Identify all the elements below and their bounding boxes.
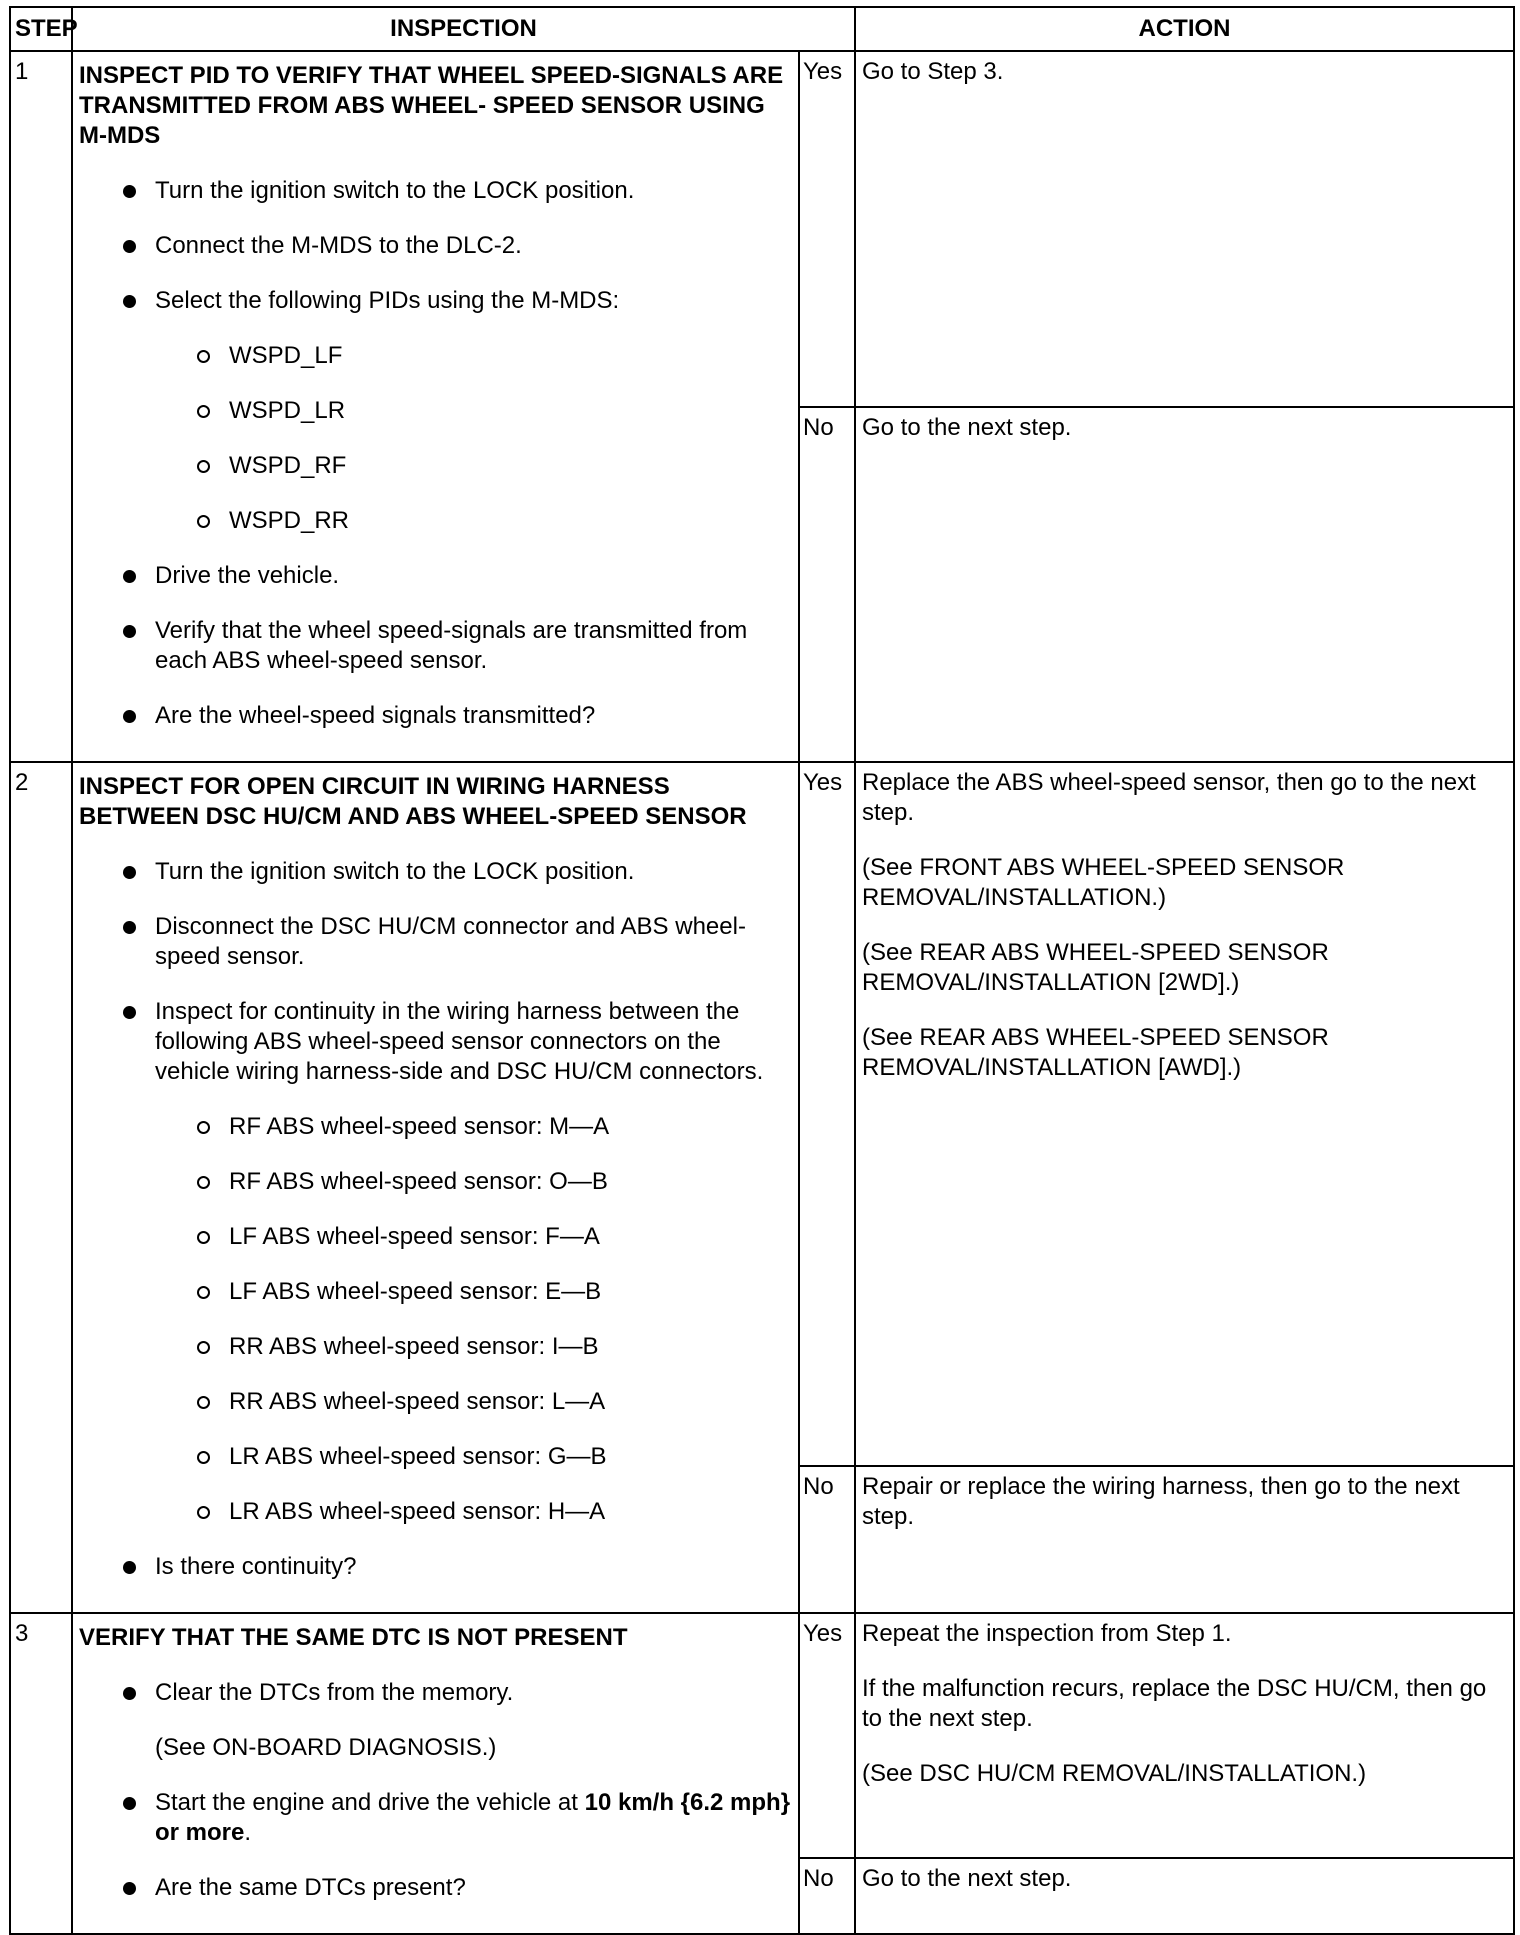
header-row: [10, 7, 1514, 51]
step-3-yes-action: [855, 1613, 1514, 1858]
step-1-procedure: [79, 176, 792, 731]
list-item: [123, 1678, 792, 1763]
list-item: [123, 286, 792, 536]
action-text: Go to Step 3.: [862, 58, 1004, 85]
reference-note: (See ON-BOARD DIAGNOSIS.): [155, 1734, 497, 1761]
connector-item: LR ABS wheel-speed sensor: H—A: [197, 1497, 792, 1527]
list-item: Verify that the wheel speed-signals are transmitted from each ABS wheel-speed sensor.: [123, 616, 792, 676]
list-item: Drive the vehicle.: [123, 561, 792, 591]
list-item: Turn the ignition switch to the LOCK position.: [123, 176, 792, 206]
connector-item: RF ABS wheel-speed sensor: O—B: [197, 1167, 792, 1197]
action-reference: (See DSC HU/CM REMOVAL/INSTALLATION.): [862, 1760, 1367, 1787]
list-item: [123, 1788, 792, 1848]
step-1-yes-action: [855, 51, 1514, 407]
action-text: Go to the next step.: [862, 1865, 1072, 1892]
action-text: Replace the ABS wheel-speed sensor, then go to the next step.: [862, 769, 1476, 826]
list-item-text-end: .: [244, 1819, 252, 1846]
diagnostic-table: [9, 6, 1515, 1935]
step-2-title: INSPECT FOR OPEN CIRCUIT IN WIRING HARNESS BETWEEN DSC HU/CM AND ABS WHEEL-SPEED SENSOR: [79, 773, 747, 830]
step-2-yes-action: [855, 762, 1514, 1466]
list-item-text: Select the following PIDs using the M-MDS:: [155, 287, 620, 314]
step-2-yes-row: [10, 762, 1514, 1466]
action-header: ACTION: [855, 7, 1514, 51]
connector-list: [155, 1112, 792, 1527]
step-2-number: 2: [10, 762, 72, 1613]
action-reference: (See REAR ABS WHEEL-SPEED SENSOR REMOVAL/INSTALLATION [2WD].): [862, 939, 1329, 996]
connector-item: LF ABS wheel-speed sensor: F—A: [197, 1222, 792, 1252]
list-item: Disconnect the DSC HU/CM connector and ABS wheel-speed sensor.: [123, 912, 792, 972]
step-3-title: VERIFY THAT THE SAME DTC IS NOT PRESENT: [79, 1624, 628, 1651]
step-3-no-action: [855, 1858, 1514, 1934]
list-item: Is there continuity?: [123, 1552, 792, 1582]
connector-item: LR ABS wheel-speed sensor: G—B: [197, 1442, 792, 1472]
pid-item: WSPD_LR: [197, 396, 792, 426]
pid-item: WSPD_RR: [197, 506, 792, 536]
connector-item: LF ABS wheel-speed sensor: E—B: [197, 1277, 792, 1307]
step-1-no-label: No: [799, 407, 855, 763]
connector-item: RR ABS wheel-speed sensor: I—B: [197, 1332, 792, 1362]
connector-item: RR ABS wheel-speed sensor: L—A: [197, 1387, 792, 1417]
step-3-procedure: [79, 1678, 792, 1903]
step-1-title: INSPECT PID TO VERIFY THAT WHEEL SPEED-SIGNALS ARE TRANSMITTED FROM ABS WHEEL- SPEED SENSOR USING M-MDS: [79, 62, 784, 149]
action-text: If the malfunction recurs, replace the DSC HU/CM, then go to the next step.: [862, 1675, 1487, 1732]
step-2-procedure: [79, 857, 792, 1582]
list-item: Connect the M-MDS to the DLC-2.: [123, 231, 792, 261]
pid-item: WSPD_RF: [197, 451, 792, 481]
step-3-no-label: No: [799, 1858, 855, 1934]
list-item: Are the wheel-speed signals transmitted?: [123, 701, 792, 731]
step-3-yes-label: Yes: [799, 1613, 855, 1858]
connector-item: RF ABS wheel-speed sensor: M—A: [197, 1112, 792, 1142]
step-1-yes-label: Yes: [799, 51, 855, 407]
pid-item: WSPD_LF: [197, 341, 792, 371]
action-text: Repeat the inspection from Step 1.: [862, 1620, 1232, 1647]
step-1-number: 1: [10, 51, 72, 762]
step-2-yes-label: Yes: [799, 762, 855, 1466]
step-1-inspection: [72, 51, 799, 762]
action-reference: (See REAR ABS WHEEL-SPEED SENSOR REMOVAL/INSTALLATION [AWD].): [862, 1024, 1329, 1081]
action-text: Go to the next step.: [862, 413, 1072, 441]
step-3-number: 3: [10, 1613, 72, 1934]
step-3-inspection: [72, 1613, 799, 1934]
list-item: Turn the ignition switch to the LOCK position.: [123, 857, 792, 887]
step-2-no-label: No: [799, 1466, 855, 1613]
step-1-yes-row: [10, 51, 1514, 407]
action-reference: (See FRONT ABS WHEEL-SPEED SENSOR REMOVAL/INSTALLATION.): [862, 854, 1345, 911]
list-item-text: Start the engine and drive the vehicle at: [155, 1789, 585, 1816]
list-item: Are the same DTCs present?: [123, 1873, 792, 1903]
speed-spec: 10 km/h {6.2 mph} or more: [155, 1789, 791, 1846]
step-2-inspection: [72, 762, 799, 1613]
list-item-text: Clear the DTCs from the memory.: [155, 1679, 514, 1706]
step-1-no-action: [855, 407, 1514, 763]
list-item: [123, 997, 792, 1527]
action-text: Repair or replace the wiring harness, then go to the next step.: [862, 1472, 1460, 1530]
list-item-text: Inspect for continuity in the wiring harness between the following ABS wheel-speed sensor connectors on the vehicle wiring harness-side and DSC HU/CM connectors.: [155, 998, 764, 1085]
inspection-header: INSPECTION: [72, 7, 855, 51]
pid-list: [155, 341, 792, 536]
step-2-no-action: [855, 1466, 1514, 1613]
step-header: STEP: [10, 7, 72, 51]
step-3-yes-row: [10, 1613, 1514, 1858]
